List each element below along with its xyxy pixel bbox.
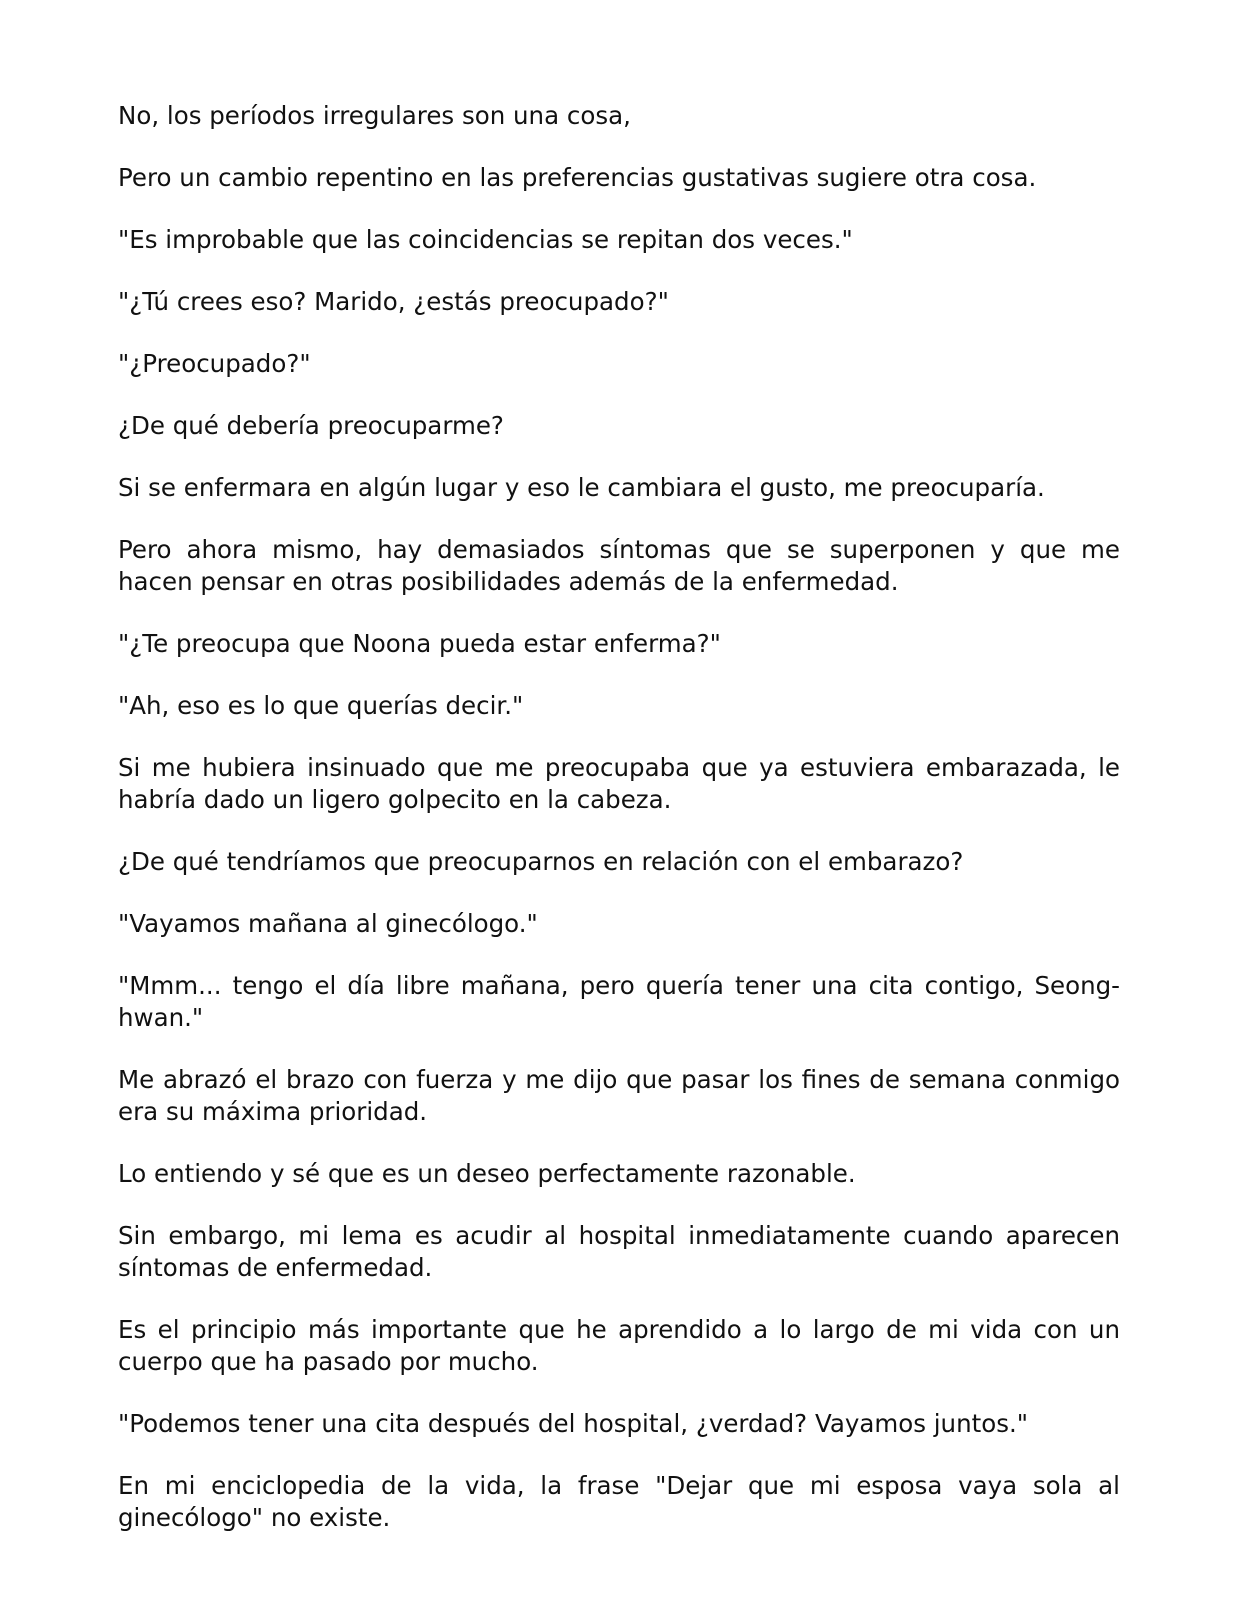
paragraph: Es el principio más importante que he aprendido a lo largo de mi vida con un cuerpo que ha pasado por mucho. bbox=[118, 1315, 1120, 1376]
paragraph: Si se enfermara en algún lugar y eso le cambiara el gusto, me preocuparía. bbox=[118, 473, 1045, 502]
paragraph: Me abrazó el brazo con fuerza y me dijo que pasar los fines de semana conmigo era su máxima prioridad. bbox=[118, 1065, 1120, 1126]
paragraph: "Vayamos mañana al ginecólogo." bbox=[118, 909, 538, 938]
paragraph: "Ah, eso es lo que querías decir." bbox=[118, 691, 524, 720]
paragraph: Sin embargo, mi lema es acudir al hospital inmediatamente cuando aparecen síntomas de enfermedad. bbox=[118, 1221, 1120, 1282]
text-body bbox=[118, 100, 1120, 1564]
paragraph: Lo entiendo y sé que es un deseo perfectamente razonable. bbox=[118, 1159, 856, 1188]
paragraph: "¿Preocupado?" bbox=[118, 349, 311, 378]
paragraph: "¿Tú crees eso? Marido, ¿estás preocupado?" bbox=[118, 287, 669, 316]
paragraph: ¿De qué tendríamos que preocuparnos en relación con el embarazo? bbox=[118, 847, 964, 876]
paragraph: ¿De qué debería preocuparme? bbox=[118, 411, 504, 440]
paragraph: Si me hubiera insinuado que me preocupaba que ya estuviera embarazada, le habría dado un ligero golpecito en la cabeza. bbox=[118, 753, 1120, 814]
paragraph: "Podemos tener una cita después del hospital, ¿verdad? Vayamos juntos." bbox=[118, 1409, 1029, 1438]
paragraph: "Mmm... tengo el día libre mañana, pero quería tener una cita contigo, Seong-hwan." bbox=[118, 971, 1120, 1032]
paragraph: "¿Te preocupa que Noona pueda estar enferma?" bbox=[118, 629, 721, 658]
paragraph: Pero ahora mismo, hay demasiados síntomas que se superponen y que me hacen pensar en otras posibilidades además de la enfermedad. bbox=[118, 535, 1120, 596]
paragraph: No, los períodos irregulares son una cosa, bbox=[118, 101, 631, 130]
paragraph: Pero un cambio repentino en las preferencias gustativas sugiere otra cosa. bbox=[118, 163, 1037, 192]
paragraph: "Es improbable que las coincidencias se repitan dos veces." bbox=[118, 225, 853, 254]
paragraph: En mi enciclopedia de la vida, la frase "Dejar que mi esposa vaya sola al ginecólogo" no existe. bbox=[118, 1471, 1120, 1532]
